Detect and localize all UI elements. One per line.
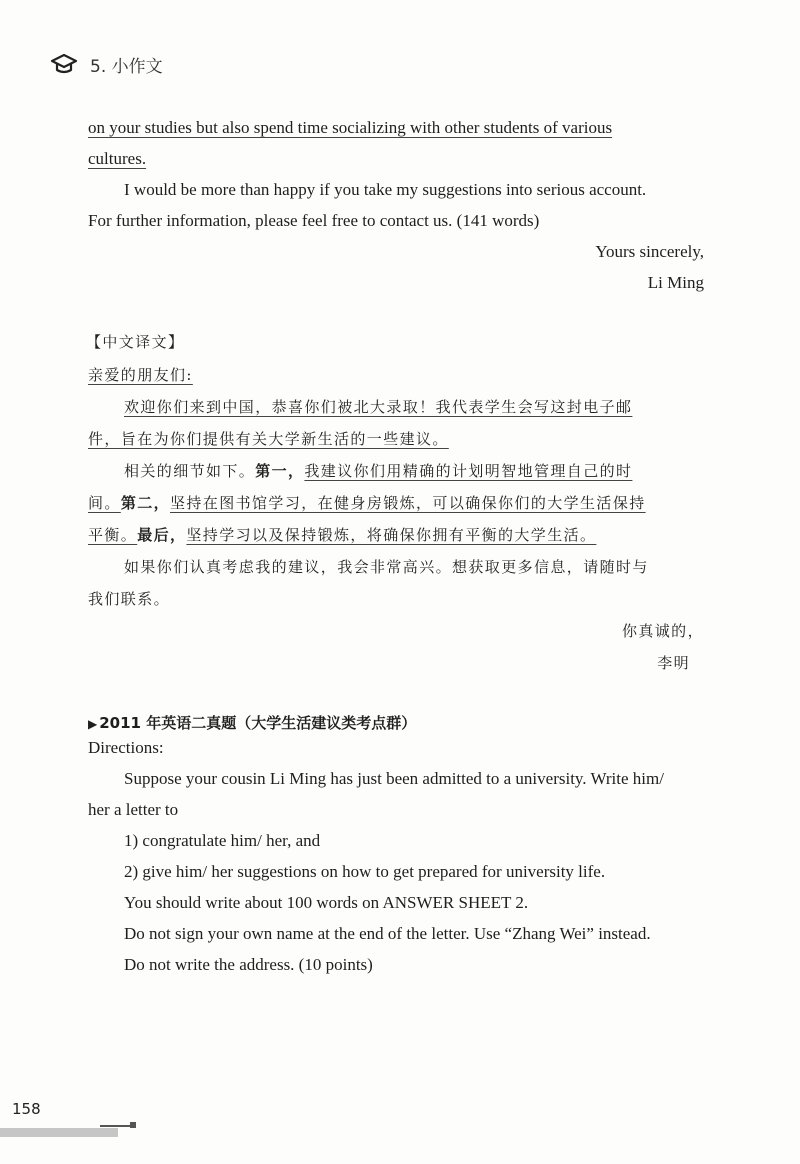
translation-signature: 李明 bbox=[657, 654, 690, 672]
task-item: 1) congratulate him/ her, and bbox=[124, 831, 321, 850]
footer-marker bbox=[130, 1122, 136, 1128]
letter-line: For further information, please feel free to contact us. (141 words) bbox=[88, 211, 540, 230]
task-title-text: 2011 年英语二真题（大学生活建议类考点群） bbox=[99, 714, 417, 732]
translation-line bbox=[88, 524, 596, 546]
triangle-bullet-icon: ▶ bbox=[88, 717, 98, 731]
translation-text: 平衡。 bbox=[88, 526, 138, 544]
translation-text: 欢迎你们来到中国，恭喜你们被北大录取！我代表学生会写这封电子邮 bbox=[124, 398, 633, 416]
translation-text: 间。 bbox=[88, 494, 121, 512]
translation-text: 坚持在图书馆学习，在健身房锻炼，可以确保你们的大学生活保持 bbox=[170, 494, 646, 512]
translation-line bbox=[124, 460, 632, 482]
letter-closing: Yours sincerely, bbox=[595, 242, 704, 261]
task-line: her a letter to bbox=[88, 800, 179, 819]
translation-ordinal: 第一， bbox=[255, 462, 305, 480]
section-title: 5. 小作文 bbox=[90, 56, 163, 77]
translation-greeting bbox=[88, 364, 193, 386]
translation-line: 我们联系。 bbox=[88, 590, 171, 608]
letter-line: cultures. bbox=[88, 149, 147, 168]
footer-bar bbox=[0, 1128, 118, 1137]
translation-text: 件，旨在为你们提供有关大学新生活的一些建议。 bbox=[88, 430, 449, 448]
translation-ordinal: 最后， bbox=[137, 526, 187, 544]
task-line: Do not write the address. (10 points) bbox=[124, 955, 373, 974]
graduation-cap-icon bbox=[50, 53, 78, 75]
task-line: You should write about 100 words on ANSWER SHEET 2. bbox=[124, 893, 529, 912]
section-header bbox=[50, 50, 163, 78]
translation-ordinal: 第二， bbox=[120, 494, 171, 512]
directions-label: Directions: bbox=[88, 738, 164, 757]
translation-text: 相关的细节如下。 bbox=[124, 462, 256, 480]
page-number: 158 bbox=[12, 1100, 41, 1118]
translation-heading: 【中文译文】 bbox=[86, 333, 185, 351]
translation-line: 如果你们认真考虑我的建议，我会非常高兴。想获取更多信息，请随时与 bbox=[124, 558, 649, 576]
translation-closing: 你真诚的， bbox=[621, 622, 704, 640]
translation-line bbox=[88, 492, 646, 514]
task-item: 2) give him/ her suggestions on how to get prepared for university life. bbox=[124, 862, 606, 881]
translation-line bbox=[88, 428, 449, 450]
translation-text: 坚持学习以及保持锻炼，将确保你拥有平衡的大学生活。 bbox=[186, 526, 597, 544]
letter-line: I would be more than happy if you take my suggestions into serious account. bbox=[124, 180, 647, 199]
translation-text: 我建议你们用精确的计划明智地管理自己的时 bbox=[304, 462, 633, 480]
letter-line: on your studies but also spend time socializing with other students of various bbox=[88, 118, 613, 137]
task-line: Do not sign your own name at the end of the letter. Use “Zhang Wei” instead. bbox=[124, 924, 651, 943]
letter-signature: Li Ming bbox=[647, 273, 704, 292]
translation-line bbox=[124, 396, 632, 418]
footer-rule bbox=[100, 1125, 134, 1127]
translation-greeting-text: 亲爱的朋友们: bbox=[88, 366, 193, 384]
task-line: Suppose your cousin Li Ming has just been admitted to a university. Write him/ bbox=[124, 769, 664, 788]
task-title bbox=[88, 712, 416, 735]
